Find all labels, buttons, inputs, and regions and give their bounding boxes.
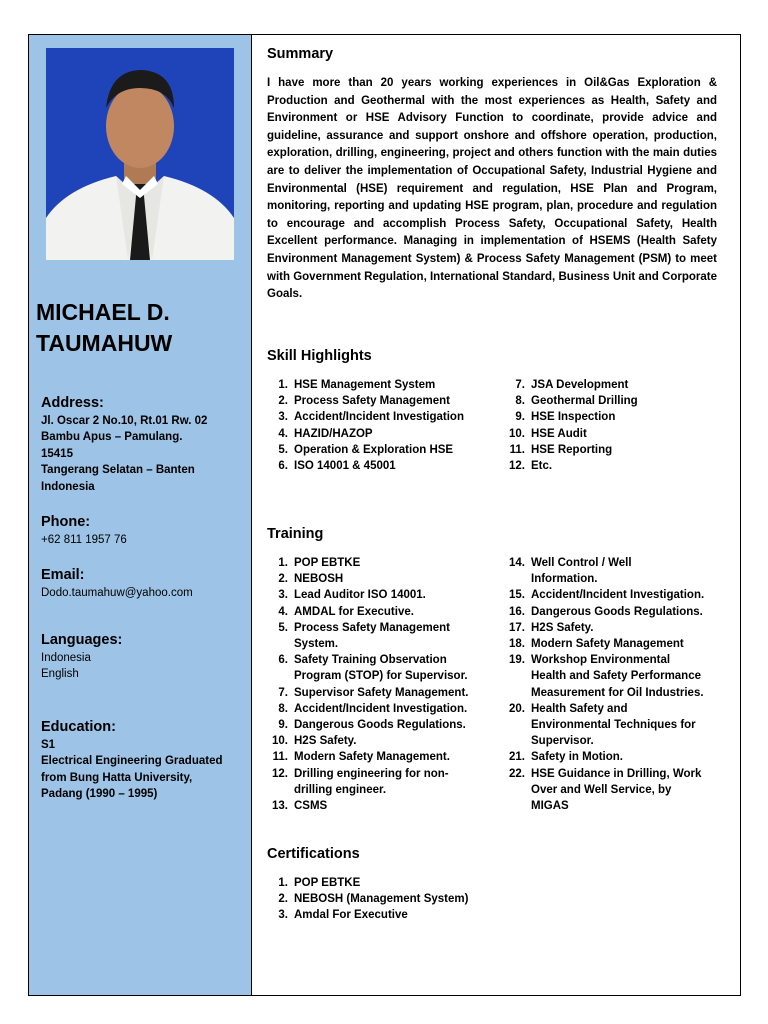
- list-item-line: JSA Development: [531, 379, 629, 391]
- training-list-right: [504, 555, 719, 814]
- list-item-number: 12.: [272, 767, 288, 780]
- list-item-line: Measurement for Oil Industries.: [531, 686, 704, 699]
- list-item-line: AMDAL for Executive.: [294, 605, 414, 618]
- list-item-number: 16.: [509, 605, 525, 618]
- list-item-number: 14.: [509, 557, 525, 569]
- list-item-line: NEBOSH (Management System): [294, 893, 469, 906]
- list-item-text: [294, 620, 499, 652]
- summary-heading: Summary: [267, 46, 334, 62]
- list-item-line: HSE Management System: [294, 379, 436, 391]
- list-item-line: drilling engineer.: [294, 783, 387, 796]
- phone-label: Phone:: [41, 514, 91, 530]
- list-item-text: [531, 604, 719, 620]
- list-item-text: [294, 393, 499, 409]
- list-item-number: 22.: [509, 767, 525, 780]
- education-label: Education:: [41, 719, 116, 735]
- list-item-text: [531, 620, 719, 636]
- list-item-number: 9.: [278, 719, 288, 732]
- education-line: from Bung Hatta University,: [41, 771, 193, 784]
- list-item-line: Process Safety Management: [294, 621, 450, 634]
- list-item-number: 4.: [278, 427, 288, 440]
- list-item: [267, 733, 499, 749]
- list-item-number: 5.: [278, 621, 288, 634]
- list-item: [267, 652, 499, 684]
- list-item: [504, 766, 719, 815]
- list-item-text: [531, 749, 719, 765]
- list-item-number: 12.: [509, 460, 525, 473]
- list-item-line: Geothermal Drilling: [531, 395, 638, 408]
- list-item-number: 3.: [278, 411, 288, 424]
- list-item-line: Environmental Techniques for: [531, 719, 696, 732]
- list-item-text: [294, 409, 499, 425]
- list-item-text: [531, 458, 719, 474]
- skills-list-left: [267, 377, 499, 474]
- list-item-text: [294, 377, 499, 393]
- address-section: [41, 394, 246, 495]
- list-item-text: [531, 587, 719, 603]
- full-name: [36, 297, 246, 359]
- list-item-number: 2.: [278, 893, 288, 906]
- list-item-text: [294, 652, 499, 684]
- skills-list-right: [504, 377, 719, 474]
- summary-text: I have more than 20 years working experiences in Oil&Gas Exploration & Production and Geothermal with the most experiences as Health, Safety and Environment or HSE Advisory Function to coordinate, provide advice and guideline, assurance and support onshore and offshore operation, production, exploration, drilling, engineering, project and others function with the main duties are to deliver the implementation of Occupational Safety, Industrial Hygiene and Environmental (HSE) requirement and regulation, HSE Plan and Program, monitoring, reporting and updating HSE program, plan, procedure and regulation to encourage and accomplish Process Safety, Occupational Safety, Health Excellent performance. Managing in implementation of HSEMS (Health Safety Environment Management System) & Process Safety Management (PSM) to meet with Government Regulation, International Standard, Business Unit and Corporate Goals.: [267, 77, 717, 301]
- list-item-number: 5.: [278, 443, 288, 456]
- list-item-number: 11.: [509, 443, 525, 456]
- list-item-line: Accident/Incident Investigation: [294, 411, 464, 424]
- list-item-number: 10.: [272, 735, 288, 748]
- education-line: S1: [41, 739, 56, 751]
- list-item-text: [531, 555, 719, 587]
- skills-heading: Skill Highlights: [267, 348, 372, 364]
- list-item-line: H2S Safety.: [294, 735, 357, 748]
- list-item-text: [294, 442, 499, 458]
- list-item-number: 8.: [278, 702, 288, 715]
- list-item-text: [294, 587, 499, 603]
- list-item-line: Modern Safety Management.: [294, 751, 450, 764]
- list-item-line: Well Control / Well: [531, 557, 632, 569]
- person-image: [46, 48, 234, 260]
- list-item: [267, 458, 499, 474]
- list-item-line: Information.: [531, 573, 598, 586]
- list-item-number: 1.: [278, 379, 288, 391]
- list-item-line: Drilling engineering for non-: [294, 767, 449, 780]
- list-item-line: Lead Auditor ISO 14001.: [294, 589, 426, 602]
- list-item: [267, 426, 499, 442]
- list-item: [267, 571, 499, 587]
- list-item: [504, 636, 719, 652]
- list-item-text: [531, 426, 719, 442]
- list-item-line: HSE Inspection: [531, 411, 616, 424]
- list-item: [267, 442, 499, 458]
- list-item-line: Etc.: [531, 460, 553, 473]
- list-item: [267, 875, 567, 891]
- list-item-text: [531, 409, 719, 425]
- list-item: [504, 426, 719, 442]
- list-item-text: [531, 701, 719, 750]
- list-item-number: 1.: [278, 877, 288, 889]
- list-item-line: Health Safety and: [531, 702, 628, 715]
- list-item-line: MIGAS: [531, 800, 569, 813]
- list-item-text: [531, 442, 719, 458]
- training-list-left: [267, 555, 499, 814]
- list-item: [267, 604, 499, 620]
- list-item-number: 3.: [278, 909, 288, 922]
- list-item-line: POP EBTKE: [294, 877, 361, 889]
- list-item-line: Amdal For Executive: [294, 909, 408, 922]
- list-item-number: 6.: [278, 460, 288, 473]
- list-item-line: ISO 14001 & 45001: [294, 460, 396, 473]
- list-item-text: [531, 766, 719, 815]
- list-item: [267, 891, 567, 907]
- email-value: Dodo.taumahuw@yahoo.com: [41, 587, 193, 599]
- list-item-number: 18.: [509, 638, 525, 651]
- list-item: [504, 701, 719, 750]
- list-item-text: [294, 685, 499, 701]
- list-item-line: Dangerous Goods Regulations.: [294, 719, 466, 732]
- phone-value: +62 811 1957 76: [41, 534, 127, 546]
- list-item-number: 6.: [278, 654, 288, 667]
- list-item-line: Safety in Motion.: [531, 751, 623, 764]
- list-item-number: 15.: [509, 589, 525, 602]
- main-content: [267, 35, 719, 995]
- list-item-line: H2S Safety.: [531, 621, 594, 634]
- list-item: [267, 766, 499, 798]
- list-item-text: [531, 636, 719, 652]
- list-item-number: 13.: [272, 800, 288, 813]
- list-item-number: 17.: [509, 621, 525, 634]
- list-item-number: 21.: [509, 751, 525, 764]
- list-item-line: HSE Audit: [531, 427, 587, 440]
- list-item-line: Dangerous Goods Regulations.: [531, 605, 703, 618]
- list-item-line: Workshop Environmental: [531, 654, 671, 667]
- education-line: Padang (1990 – 1995): [41, 788, 158, 801]
- list-item-text: [294, 717, 499, 733]
- resume-page: [28, 34, 741, 996]
- list-item-text: [294, 701, 499, 717]
- list-item-number: 7.: [515, 379, 525, 391]
- phone-section: [41, 513, 246, 548]
- list-item-number: 20.: [509, 702, 525, 715]
- languages-section: [41, 631, 246, 683]
- name-line-2: TAUMAHUW: [36, 330, 173, 356]
- address-label: Address:: [41, 395, 104, 411]
- email-label: Email:: [41, 567, 85, 583]
- list-item: [267, 798, 499, 814]
- profile-photo: [46, 48, 234, 260]
- list-item-number: 19.: [509, 654, 525, 667]
- list-item-line: Supervisor Safety Management.: [294, 686, 469, 699]
- list-item-number: 4.: [278, 605, 288, 618]
- list-item: [504, 458, 719, 474]
- address-line: Tangerang Selatan – Banten: [41, 464, 195, 477]
- list-item-text: [294, 749, 499, 765]
- list-item-text: [294, 875, 567, 891]
- list-item-text: [294, 891, 567, 907]
- list-item-line: Program (STOP) for Supervisor.: [294, 670, 468, 683]
- list-item: [504, 442, 719, 458]
- list-item-number: 11.: [272, 751, 288, 764]
- list-item: [267, 701, 499, 717]
- list-item-number: 9.: [515, 411, 525, 424]
- list-item: [267, 907, 567, 923]
- list-item-line: Modern Safety Management: [531, 638, 684, 651]
- education-section: [41, 718, 246, 803]
- list-item-line: NEBOSH: [294, 573, 344, 586]
- list-item-text: [294, 766, 499, 798]
- training-heading: Training: [267, 526, 324, 542]
- list-item-line: Process Safety Management: [294, 395, 450, 408]
- list-item-line: Operation & Exploration HSE: [294, 443, 454, 456]
- list-item-number: 7.: [278, 686, 288, 699]
- list-item-line: POP EBTKE: [294, 557, 361, 569]
- list-item: [504, 749, 719, 765]
- list-item-line: Supervisor.: [531, 735, 594, 748]
- list-item: [504, 587, 719, 603]
- language-item: Indonesia: [41, 652, 91, 664]
- list-item-line: HAZID/HAZOP: [294, 427, 373, 440]
- list-item: [267, 409, 499, 425]
- list-item-text: [294, 426, 499, 442]
- list-item-line: Health and Safety Performance: [531, 670, 702, 683]
- list-item: [267, 620, 499, 652]
- list-item: [504, 409, 719, 425]
- list-item: [267, 685, 499, 701]
- list-item-line: System.: [294, 638, 339, 651]
- list-item-line: HSE Guidance in Drilling, Work: [531, 767, 702, 780]
- list-item: [267, 717, 499, 733]
- list-item-line: Safety Training Observation: [294, 654, 447, 667]
- list-item-number: 3.: [278, 589, 288, 602]
- education-line: Electrical Engineering Graduated: [41, 755, 223, 768]
- list-item: [504, 620, 719, 636]
- list-item: [504, 652, 719, 701]
- email-section: [41, 566, 246, 601]
- list-item-text: [294, 555, 499, 571]
- list-item: [504, 604, 719, 620]
- language-item: English: [41, 668, 79, 681]
- list-item-text: [294, 733, 499, 749]
- list-item-number: 2.: [278, 395, 288, 408]
- list-item: [504, 555, 719, 587]
- address-line: 15415: [41, 447, 73, 460]
- list-item-text: [294, 571, 499, 587]
- list-item-text: [294, 907, 567, 923]
- sidebar: [29, 35, 252, 995]
- list-item: [267, 393, 499, 409]
- list-item: [504, 393, 719, 409]
- list-item-line: HSE Reporting: [531, 443, 613, 456]
- list-item-number: 10.: [509, 427, 525, 440]
- certifications-list: [267, 875, 567, 924]
- certifications-heading: Certifications: [267, 846, 360, 862]
- list-item-text: [531, 652, 719, 701]
- list-item-text: [531, 377, 719, 393]
- name-line-1: MICHAEL D.: [36, 299, 170, 325]
- list-item-line: Accident/Incident Investigation.: [531, 589, 705, 602]
- list-item-line: Accident/Incident Investigation.: [294, 702, 468, 715]
- languages-label: Languages:: [41, 632, 123, 648]
- list-item-text: [294, 798, 499, 814]
- address-line: Bambu Apus – Pamulang.: [41, 431, 183, 444]
- list-item: [267, 555, 499, 571]
- list-item-number: 8.: [515, 395, 525, 408]
- list-item: [504, 377, 719, 393]
- list-item-number: 1.: [278, 557, 288, 569]
- list-item: [267, 377, 499, 393]
- list-item-text: [531, 393, 719, 409]
- address-line: Indonesia: [41, 480, 95, 493]
- list-item-line: Over and Well Service, by: [531, 783, 672, 796]
- address-line: Jl. Oscar 2 No.10, Rt.01 Rw. 02: [41, 415, 208, 427]
- list-item: [267, 587, 499, 603]
- list-item: [267, 749, 499, 765]
- list-item-text: [294, 604, 499, 620]
- list-item-line: CSMS: [294, 800, 328, 813]
- list-item-number: 2.: [278, 573, 288, 586]
- list-item-text: [294, 458, 499, 474]
